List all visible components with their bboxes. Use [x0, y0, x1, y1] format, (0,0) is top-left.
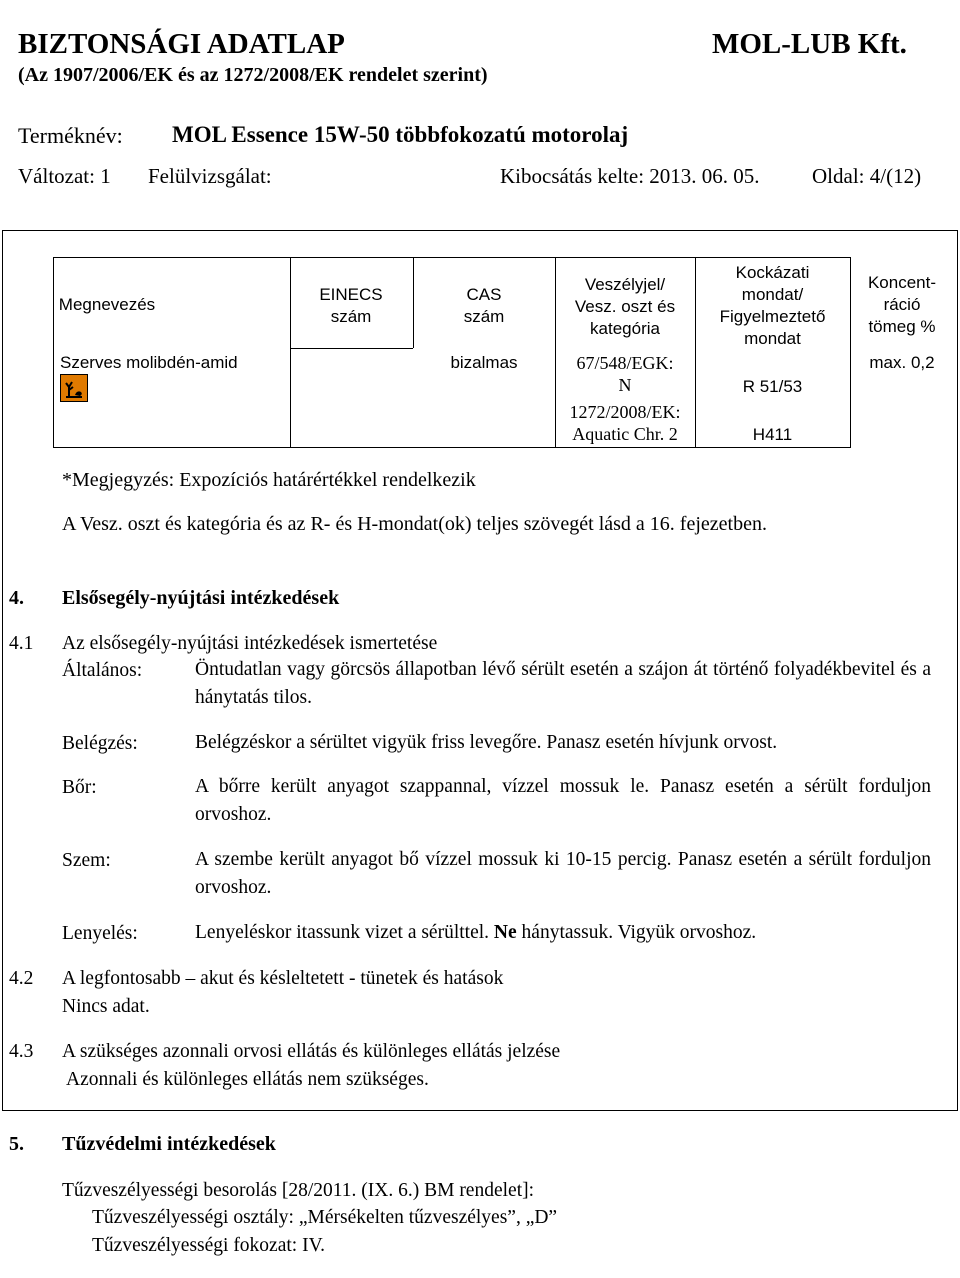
text-skin: A bőrre került anyagot szappannal, vízzel mossuk le. Panasz esetén a sérült forduljon orvoshoz. — [195, 776, 931, 825]
cas-value: bizalmas — [450, 353, 518, 372]
substance-name: Szerves molibdén-amid — [60, 353, 238, 372]
product-name: MOL Essence 15W-50 többfokozatú motorolaj — [172, 122, 629, 147]
section-4-1-title: Az elsősegély-nyújtási intézkedések ismertetése — [62, 633, 438, 654]
header-einecs: EINECS szám — [319, 285, 383, 326]
header-cas: CAS szám — [463, 285, 505, 326]
text-eye: A szembe került anyagot bő vízzel mossuk ki 10-15 percig. Panasz esetén a sérült forduljon orvoshoz. — [195, 849, 931, 898]
product-label: Terméknév: — [18, 123, 123, 148]
version: Változat: 1 — [18, 164, 111, 188]
fire-degree: Tűzveszélyességi fokozat: IV. — [92, 1235, 326, 1256]
text-inhalation: Belégzéskor a sérültet vigyük friss levegőre. Panasz esetén hívjunk orvost. — [195, 732, 778, 753]
revision: Felülvizsgálat: — [148, 164, 272, 188]
hazard-statement: H411 — [752, 425, 793, 444]
section-4-3-title: A szükséges azonnali orvosi ellátás és különleges ellátás jelzése — [62, 1041, 561, 1062]
section-4-2-text: Nincs adat. — [62, 996, 150, 1017]
label-inhalation: Belégzés: — [62, 733, 138, 754]
regulation-subtitle: (Az 1907/2006/EK és az 1272/2008/EK rendelet szerint) — [18, 64, 488, 86]
hazard-1272: 1272/2008/EK: Aquatic Chr. 2 — [569, 402, 681, 444]
label-ingestion: Lenyelés: — [62, 923, 138, 944]
label-general: Általános: — [62, 660, 143, 681]
risk-phrase: R 51/53 — [742, 377, 803, 396]
section-4-1-number: 4.1 — [9, 633, 34, 654]
fire-classification: Tűzveszélyességi besorolás [28/2011. (IX. 6.) BM rendelet]: — [62, 1180, 535, 1201]
issue-date: Kibocsátás kelte: 2013. 06. 05. — [500, 164, 760, 188]
page-number: Oldal: 4/(12) — [812, 164, 922, 188]
text-general: Öntudatlan vagy görcsös állapotban lévő sérült esetén a szájon át történő folyadékbevitel és a hánytatás tilos. — [195, 659, 931, 708]
document-title: BIZTONSÁGI ADATLAP — [18, 28, 345, 60]
environment-hazard-icon — [60, 374, 88, 402]
label-eye: Szem: — [62, 850, 111, 871]
header-hazard: Veszélyjel/ Vesz. oszt és kategória — [574, 275, 676, 338]
section-4-3-text: Azonnali és különleges ellátás nem szükséges. — [66, 1069, 429, 1090]
concentration-value: max. 0,2 — [869, 353, 935, 372]
hazard-67548: 67/548/EGK: N — [576, 353, 674, 395]
header-concentration: Koncent- ráció tömeg % — [867, 273, 937, 336]
section-5-number: 5. — [9, 1133, 24, 1155]
reference-note: A Vesz. oszt és kategória és az R- és H-mondat(ok) teljes szövegét lásd a 16. fejezetben. — [62, 513, 767, 535]
label-skin: Bőr: — [62, 777, 97, 798]
section-5-title: Tűzvédelmi intézkedések — [62, 1133, 276, 1155]
section-4-2-title: A legfontosabb – akut és késleltetett - tünetek és hatások — [62, 968, 504, 989]
section-4-title: Elsősegély-nyújtási intézkedések — [62, 587, 340, 609]
text-ingestion: Lenyeléskor itassunk vizet a sérülttel. Ne hánytassuk. Vigyük orvoshoz. — [195, 922, 757, 943]
section-4-3-number: 4.3 — [9, 1041, 34, 1062]
header-name: Megnevezés — [58, 295, 156, 314]
section-4-number: 4. — [9, 587, 24, 609]
company-name: MOL-LUB Kft. — [712, 28, 907, 60]
exposure-note: *Megjegyzés: Expozíciós határértékkel rendelkezik — [62, 469, 476, 491]
section-4-2-number: 4.2 — [9, 968, 34, 989]
fire-class: Tűzveszélyességi osztály: „Mérsékelten tűzveszélyes”, „D” — [92, 1207, 558, 1228]
header-risk: Kockázati mondat/ Figyelmeztető mondat — [719, 263, 826, 348]
